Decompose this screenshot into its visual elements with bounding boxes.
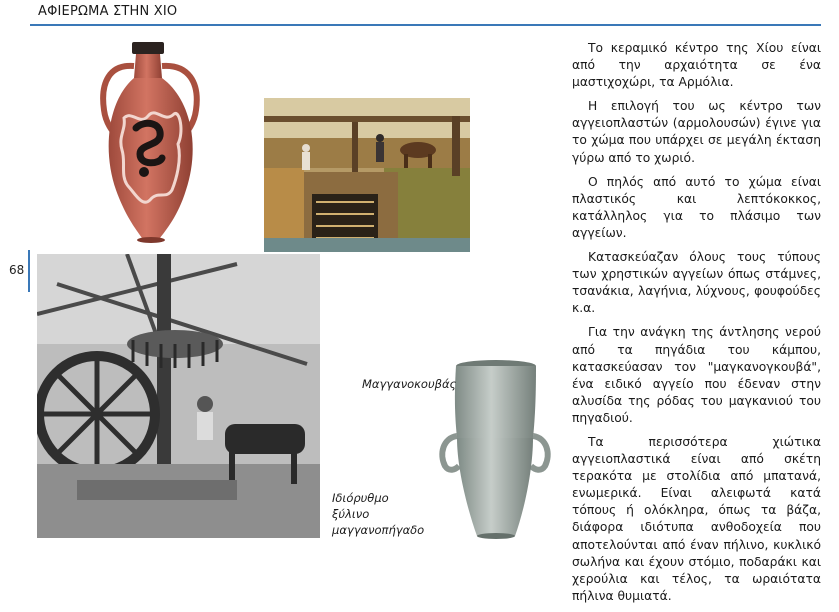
section-header: ΑΦΙΕΡΩΜΑ ΣΤΗΝ ΧΙΟ [38, 4, 178, 19]
caption-line: μαγγανοπήγαδο [332, 523, 425, 537]
page-number-rule [28, 250, 30, 292]
article-paragraph: Για την ανάγκη της άντλησης νερού από τα πηγάδια του κάμπου, κατασκεύασαν τον "μαγκανογκουβά", ένα ειδικό αγγείο που έδεναν στην αλυσίδα της ρόδας του μαγκανιού του πηγαδιού. [572, 325, 821, 425]
article-paragraph: Το κεραμικό κέντρο της Χίου είναι από την αρχαιότητα σε ένα μαστιχοχώρι, τα Αρμόλια. [572, 41, 821, 90]
caption-manganokouvas: Μαγγανοκουβάς [362, 377, 457, 391]
article-text [572, 40, 821, 612]
article-paragraph: Τα περισσότερα χιώτικα αγγειοπλαστικά είναι από σκέτη τερακότα με στολίδια από μπατανά, ενωμερικά. Είναι αλειφωτά κατά τόπους ή ολόκληρα, όπως τα βάζα, διάφορα ιδιότυπα ανθοδοχεία που αποτελούνται από έναν πήλινο, κυκλικό σωλήνα και έχουν στόμιο, ποδαράκι και χερούλια και τέλος, τα ωραιότατα πήλινα θυμιατά. [572, 434, 821, 603]
caption-line: ξύλινο [332, 507, 370, 521]
article-paragraph: Η επιλογή του ως κέντρο των αγγειοπλαστών (αρμολουσών) έγινε για το χώμα που υπάρχει σε μεγάλη έκταση γύρω από το χωριό. [572, 99, 821, 165]
caption-line: Ιδιόρυθμο [332, 491, 389, 505]
amphora-photo [96, 40, 206, 245]
waterwheel-photo [264, 98, 470, 252]
header-rule [30, 24, 821, 26]
article-paragraph: Ο πηλός από αυτό το χώμα είναι πλαστικός και λεπτόκοκκος, κατάλληλος για το πλάσιμο των αγγείων. [572, 174, 821, 240]
wooden-well-photo [37, 254, 320, 538]
page-number: 68 [9, 263, 25, 277]
caption-wooden-well [332, 490, 424, 538]
article-paragraph: Κατασκεύαζαν όλους τους τύπους των χρηστικών αγγείων όπως στάμνες, τσανάκια, λαγήνια, λύχνους, φουφούδες κ.α. [572, 250, 821, 316]
